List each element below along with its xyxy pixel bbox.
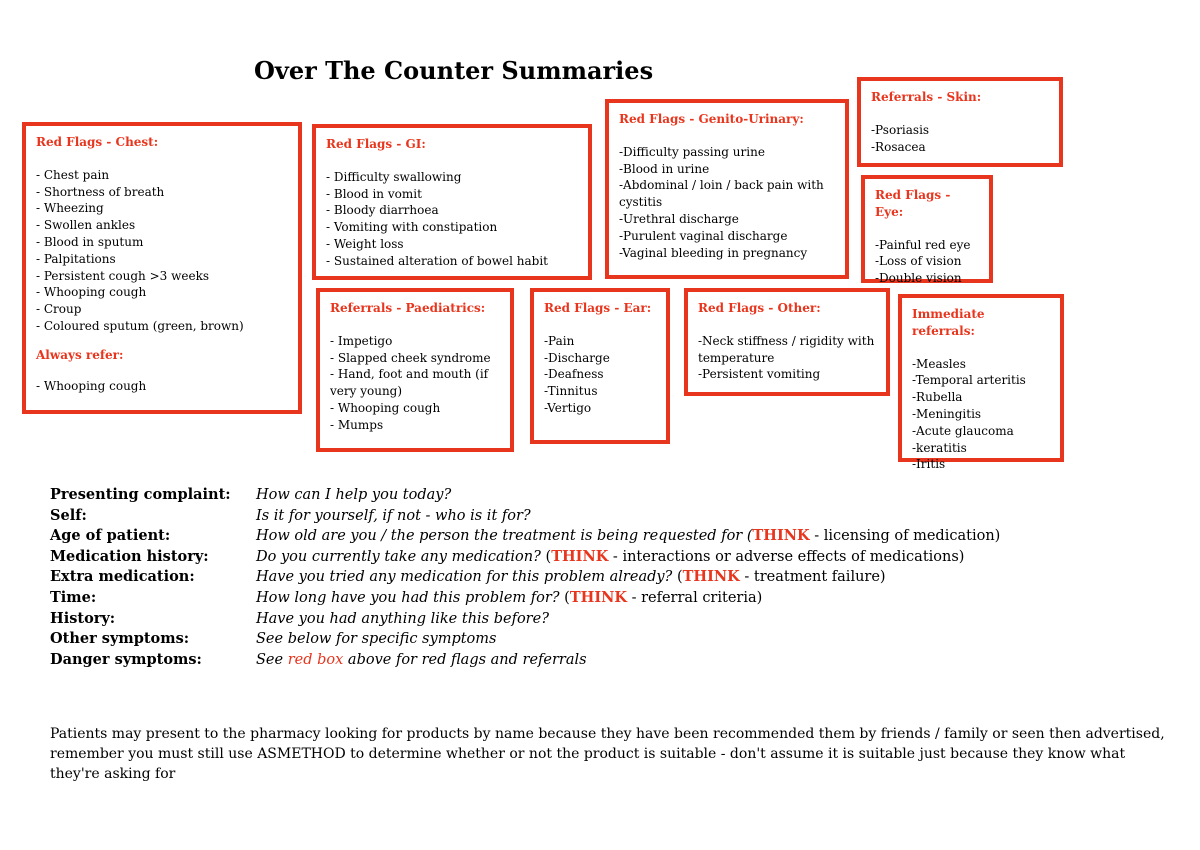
immediate-referrals-box: [898, 294, 1064, 472]
list-item: - Blood in sputum: [36, 234, 144, 249]
asmethod-row: Time: How long have you had this problem for? (THINK - referral criteria): [50, 588, 1000, 609]
page-title: Over The Counter Summaries: [254, 56, 654, 85]
think-label: THINK: [752, 527, 810, 545]
ear-heading: Red Flags - Ear:: [544, 301, 652, 315]
asmethod-question: See below for specific symptoms: [256, 631, 497, 648]
list-item: - Persistent cough >3 weeks: [36, 268, 209, 283]
list-item: -Urethral discharge: [619, 211, 739, 226]
skin-heading: Referrals - Skin:: [871, 90, 982, 104]
red-flags-eye-box: [861, 175, 993, 286]
list-item: - Shortness of breath: [36, 184, 165, 199]
referrals-paediatrics-box: [316, 288, 514, 452]
red-box-reference: red box: [287, 651, 344, 668]
list-item: - Hand, foot and mouth (if very young): [330, 367, 489, 399]
red-flags-gi-box: [312, 124, 592, 280]
list-item: - Weight loss: [326, 236, 404, 251]
list-item: -Iritis: [912, 457, 946, 472]
list-item: - Vomiting with constipation: [326, 220, 498, 235]
red-flags-chest-box: [22, 122, 302, 414]
list-item: -Persistent vomiting: [698, 367, 821, 382]
list-item: -Double vision: [875, 271, 962, 286]
list-item: - Blood in vomit: [326, 186, 422, 201]
list-item: -Measles: [912, 356, 966, 371]
asmethod-label: Age of patient:: [50, 527, 171, 545]
think-note: - treatment failure): [739, 569, 886, 586]
list-item: -Rosacea: [871, 139, 926, 154]
list-item: -Meningitis: [912, 406, 982, 421]
red-flags-ear-box: [530, 288, 670, 444]
list-item: -Rubella: [912, 390, 963, 405]
asmethod-question: How old are you / the person the treatment is being requested for: [256, 528, 743, 545]
asmethod-question: Have you had anything like this before?: [256, 610, 549, 627]
list-item: -Discharge: [544, 350, 610, 365]
list-item: - Impetigo: [330, 333, 393, 348]
asmethod-row: [50, 609, 1000, 630]
list-item: -Acute glaucoma: [912, 423, 1014, 438]
list-item: -Psoriasis: [871, 122, 930, 137]
paed-heading: Referrals - Paediatrics:: [330, 301, 486, 315]
referrals-skin-box: [857, 77, 1063, 167]
list-item: -Deafness: [544, 367, 604, 382]
asmethod-label: Danger symptoms:: [50, 650, 202, 668]
always-refer-heading: Always refer:: [36, 347, 124, 362]
asmethod-question: How can I help you today?: [256, 487, 452, 503]
asmethod-section: [50, 485, 1000, 670]
red-flags-genito-urinary-box: [605, 99, 849, 279]
think-note: - referral criteria): [626, 589, 763, 606]
other-heading: Red Flags - Other:: [698, 301, 821, 315]
think-label: THINK: [569, 588, 627, 606]
list-item: -Pain: [544, 333, 575, 348]
list-item: -Vertigo: [544, 400, 592, 415]
asmethod-label: Self:: [50, 506, 87, 524]
asmethod-row: [50, 485, 1000, 506]
asmethod-label: Presenting complaint:: [50, 486, 231, 503]
think-label: THINK: [682, 568, 740, 586]
think-note: - interactions or adverse effects of medications): [608, 548, 965, 565]
asmethod-label: Other symptoms:: [50, 630, 190, 648]
list-item: -Loss of vision: [875, 254, 962, 269]
asmethod-question: How long have you had this problem for?: [256, 589, 560, 606]
asmethod-label: Medication history:: [50, 547, 209, 565]
list-item: -Purulent vaginal discharge: [619, 228, 788, 243]
list-item: -Vaginal bleeding in pregnancy: [619, 245, 808, 260]
asmethod-question-end: above for red flags and referrals: [343, 651, 587, 668]
asmethod-row: Medication history: Do you currently take any medication? (THINK - interactions or adverse effects of medications): [50, 547, 1000, 568]
asmethod-label: Extra medication:: [50, 568, 195, 586]
asmethod-label: History:: [50, 609, 116, 627]
eye-heading: Red Flags - Eye:: [875, 188, 951, 219]
list-item: -Tinnitus: [544, 384, 598, 399]
chest-list: [36, 167, 288, 335]
chest-heading: Red Flags - Chest:: [36, 135, 159, 149]
list-item: -Blood in urine: [619, 161, 710, 176]
list-item: - Whooping cough: [36, 285, 147, 300]
asmethod-label: Time:: [50, 588, 97, 606]
asmethod-row: [50, 506, 1000, 527]
gu-heading: Red Flags - Genito-Urinary:: [619, 112, 804, 126]
list-item: - Slapped cheek syndrome: [330, 350, 491, 365]
asmethod-question: Have you tried any medication for this problem already?: [256, 569, 673, 586]
list-item: -Abdominal / loin / back pain with cystitis: [619, 178, 824, 210]
list-item: - Whooping cough: [330, 400, 441, 415]
list-item: - Swollen ankles: [36, 218, 136, 233]
immediate-heading: Immediate referrals:: [912, 307, 985, 338]
list-item: -Difficulty passing urine: [619, 144, 765, 159]
list-item: - Difficulty swallowing: [326, 169, 462, 184]
list-item: - Sustained alteration of bowel habit: [326, 253, 548, 268]
asmethod-row: Extra medication: Have you tried any medication for this problem already? (THINK - treatment failure): [50, 567, 1000, 588]
list-item: - Mumps: [330, 417, 384, 432]
asmethod-note-paragraph: Patients may present to the pharmacy looking for products by name because they have been recommended them by friends / family or seen then advertised, remember you must still use ASMETHOD to determine whether or not the product is suitable - don't assume it is suitable just because they know what they're asking for: [50, 726, 1165, 782]
think-label: THINK: [551, 547, 609, 565]
asmethod-row: [50, 629, 1000, 650]
list-item: -Neck stiffness / rigidity with temperature: [698, 333, 875, 365]
list-item: - Wheezing: [36, 201, 104, 216]
list-item: - Croup: [36, 302, 82, 317]
red-flags-other-box: [684, 288, 890, 396]
list-item: -keratitis: [912, 440, 967, 455]
asmethod-row: Age of patient: How old are you / the person the treatment is being requested for (THINK - licensing of medication): [50, 526, 1000, 547]
list-item: - Coloured sputum (green, brown): [36, 318, 244, 333]
asmethod-question: See: [256, 651, 288, 668]
asmethod-question: Do you currently take any medication?: [256, 548, 541, 565]
list-item: - Chest pain: [36, 167, 110, 182]
gi-heading: Red Flags - GI:: [326, 137, 426, 151]
list-item: -Temporal arteritis: [912, 373, 1026, 388]
think-note: - licensing of medication): [809, 528, 1001, 545]
list-item: - Palpitations: [36, 251, 116, 266]
list-item: -Painful red eye: [875, 237, 971, 252]
asmethod-row: [50, 650, 1000, 671]
list-item: - Bloody diarrhoea: [326, 203, 439, 218]
list-item: - Whooping cough: [36, 378, 147, 393]
asmethod-question: Is it for yourself, if not - who is it for?: [256, 507, 531, 524]
